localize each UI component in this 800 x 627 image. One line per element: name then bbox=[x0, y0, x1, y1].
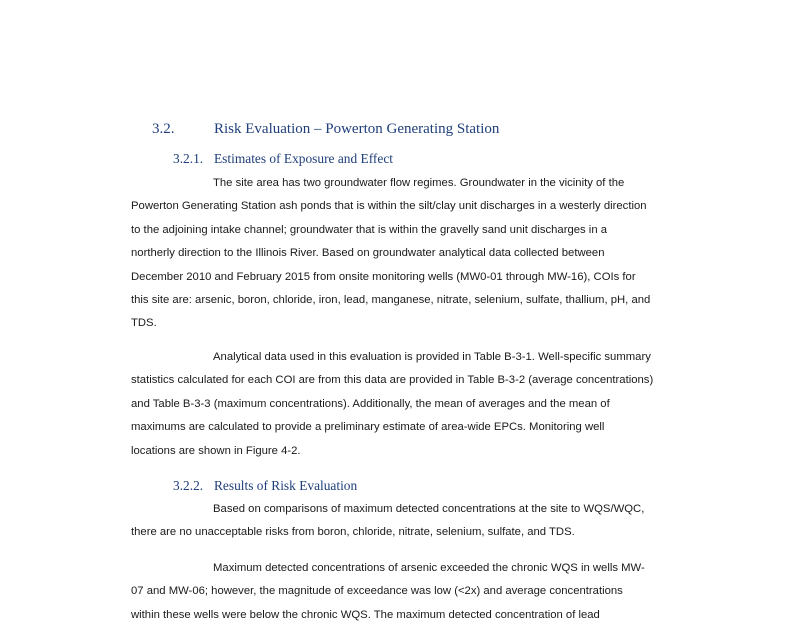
paragraph-exposure-regimes bbox=[131, 172, 671, 336]
subsection-title: Results of Risk Evaluation bbox=[214, 478, 358, 493]
text-line: locations are shown in Figure 4-2. bbox=[131, 444, 301, 457]
section-title: Risk Evaluation – Powerton Generating Station bbox=[214, 121, 500, 137]
text-line: Maximum detected concentrations of arsenic exceeded the chronic WQS in wells MW- bbox=[213, 562, 645, 574]
text-line: there are no unacceptable risks from boron, chloride, nitrate, selenium, sulfate, and TDS. bbox=[131, 526, 575, 539]
text-line: maximums are calculated to provide a preliminary estimate of area-wide EPCs. Monitoring well bbox=[131, 421, 605, 434]
text-line: and Table B-3-3 (maximum concentrations). Additionally, the mean of averages and the mean of bbox=[131, 397, 610, 410]
paragraph-analytical-data bbox=[131, 346, 671, 463]
text-line: statistics calculated for each COI are from this data are provided in Table B-3-2 (average concentrations) bbox=[131, 374, 654, 387]
subsection-heading-1 bbox=[173, 151, 393, 167]
subsection-heading-2 bbox=[173, 478, 358, 494]
text-line: Powerton Generating Station ash ponds that is within the silt/clay unit discharges in a westerly direction bbox=[131, 200, 647, 213]
text-line: The site area has two groundwater flow regimes. Groundwater in the vicinity of the bbox=[213, 177, 625, 189]
subsection-number: 3.2.1. bbox=[173, 151, 204, 166]
text-line: within these wells were below the chronic WQS. The maximum detected concentration of lead bbox=[131, 608, 600, 621]
section-heading bbox=[152, 121, 500, 138]
section-number: 3.2. bbox=[152, 121, 175, 137]
text-line: this site are: arsenic, boron, chloride, iron, lead, manganese, nitrate, selenium, sulfate, thallium, pH, and bbox=[131, 294, 651, 307]
subsection-number: 3.2.2. bbox=[173, 478, 204, 493]
text-line: December 2010 and February 2015 from onsite monitoring wells (MW0-01 through MW-16), COIs for bbox=[131, 270, 636, 283]
paragraph-arsenic-exceedance bbox=[131, 557, 671, 627]
text-line: TDS. bbox=[131, 317, 157, 330]
text-line: 07 and MW-06; however, the magnitude of exceedance was low (<2x) and average concentrations bbox=[131, 585, 623, 598]
subsection-title: Estimates of Exposure and Effect bbox=[214, 151, 393, 166]
text-line: northerly direction to the Illinois River. Based on groundwater analytical data collected between bbox=[131, 247, 605, 260]
text-line: Based on comparisons of maximum detected concentrations at the site to WQS/WQC, bbox=[213, 503, 645, 515]
text-line: Analytical data used in this evaluation is provided in Table B-3-1. Well-specific summary bbox=[213, 351, 651, 363]
paragraph-risk-results bbox=[131, 498, 671, 545]
text-line: to the adjoining intake channel; groundwater that is within the gravelly sand unit discharges in a bbox=[131, 223, 608, 236]
